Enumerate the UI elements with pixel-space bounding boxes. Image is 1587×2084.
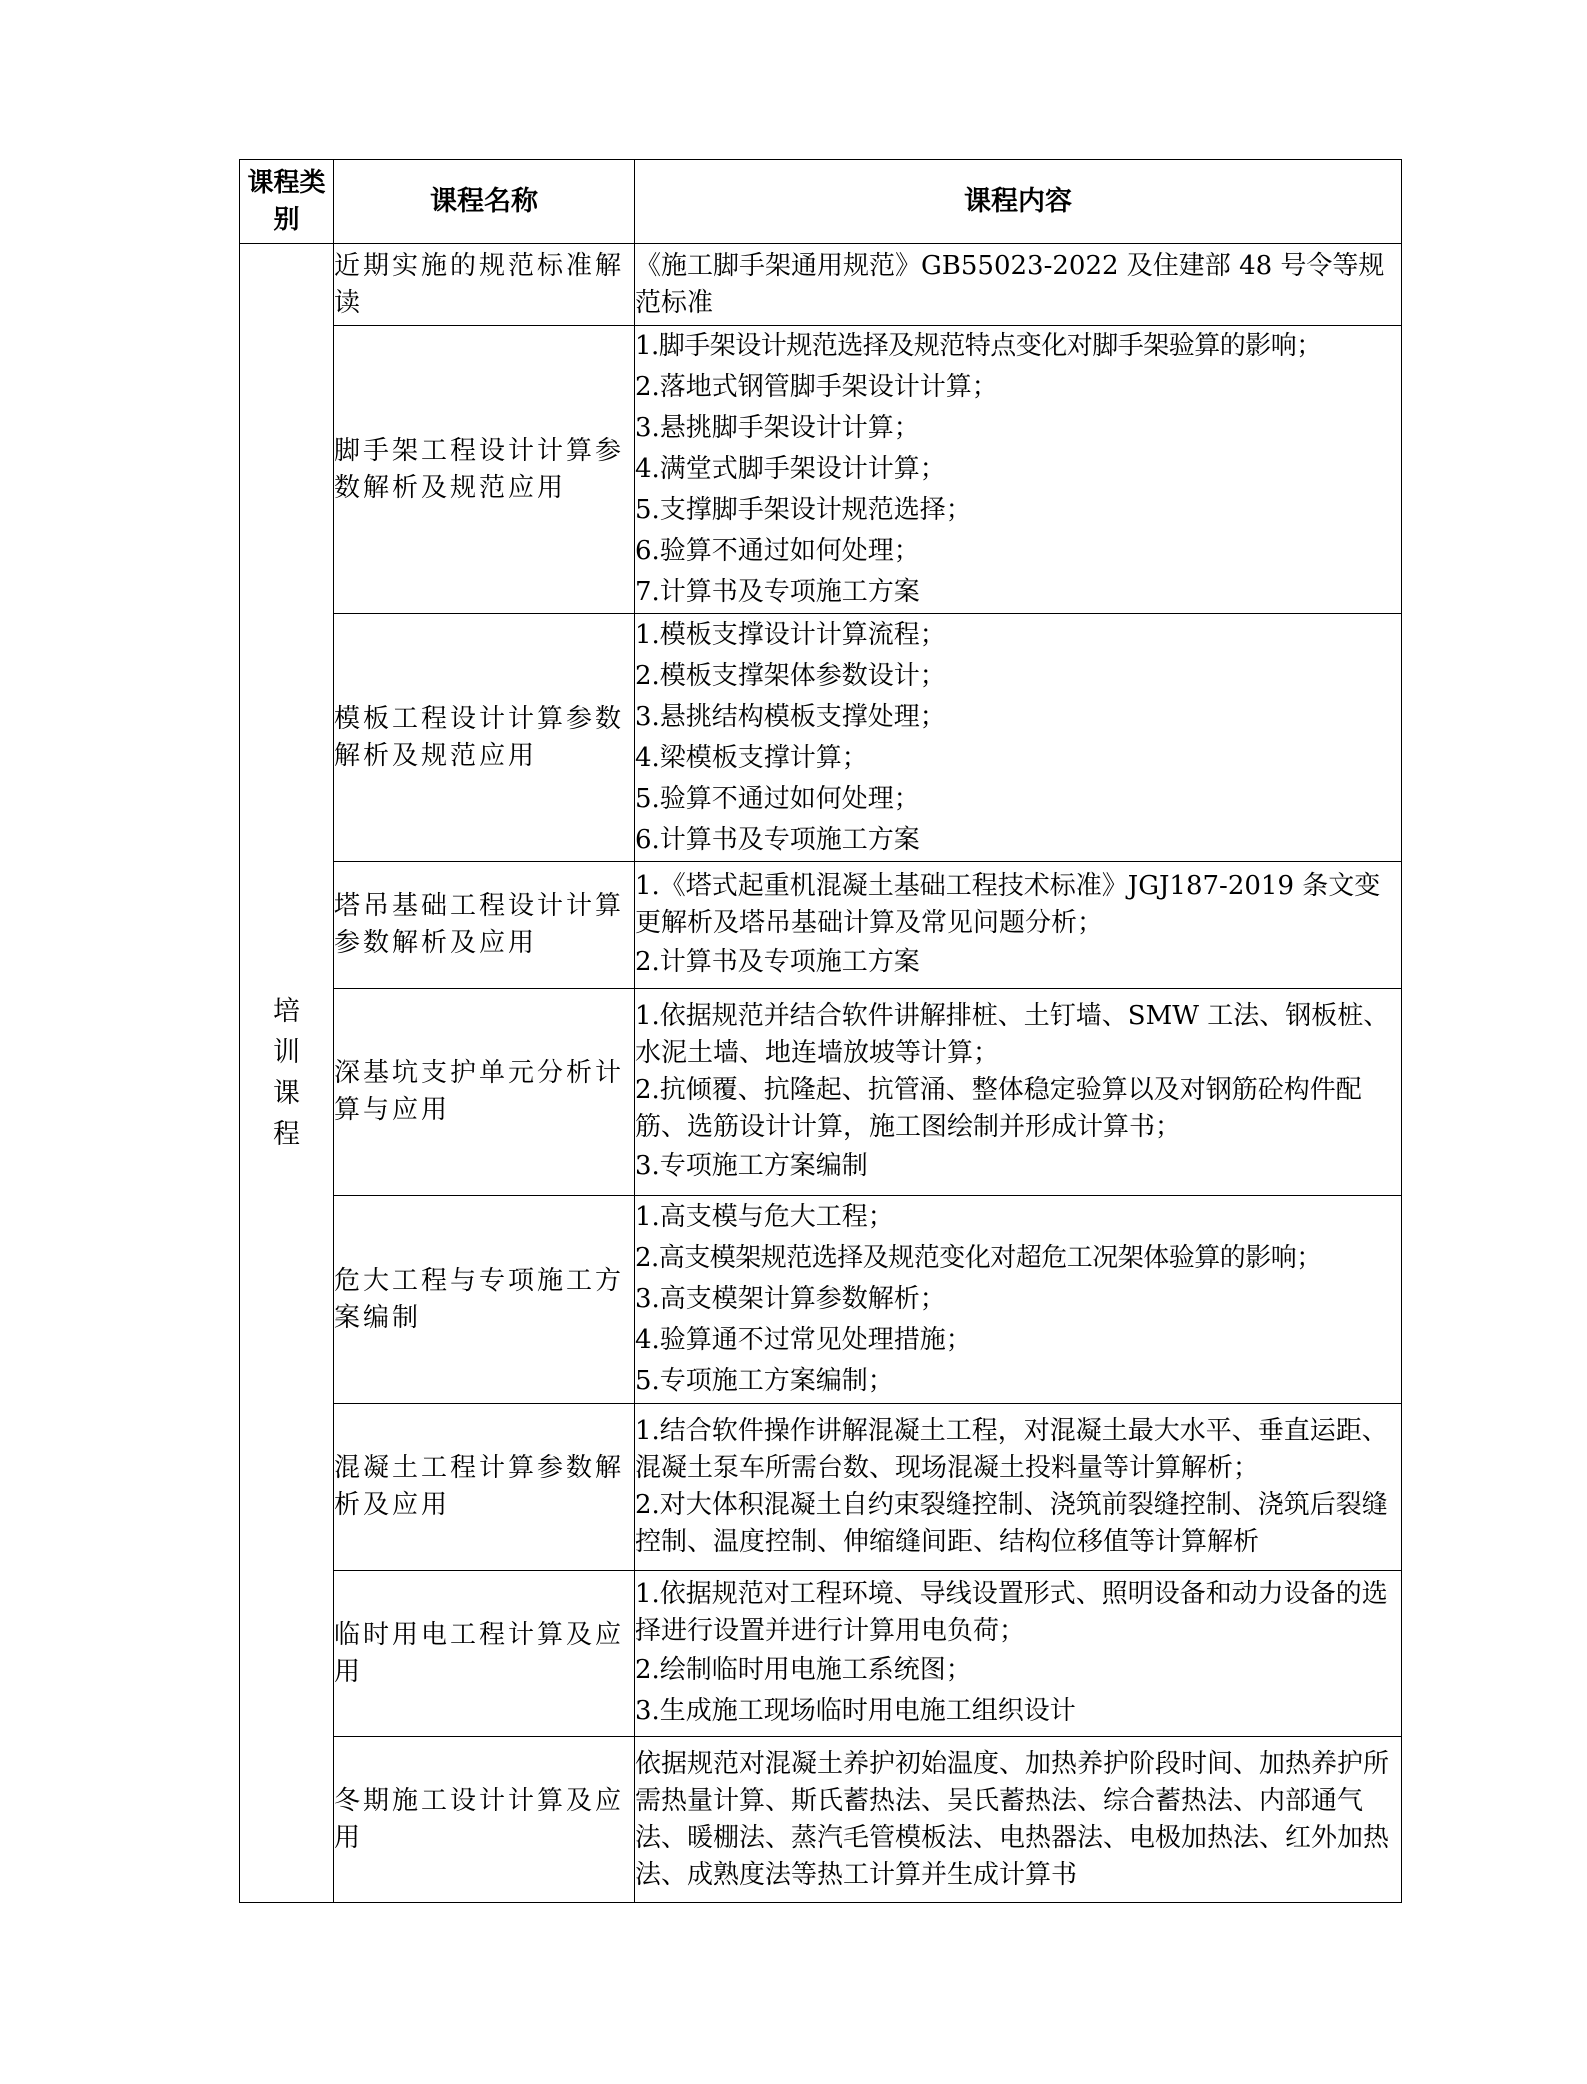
table-row: [240, 1737, 1402, 1903]
course-name: 深基坑支护单元分析计算与应用: [334, 989, 635, 1196]
table-row: [240, 1404, 1402, 1571]
content-item: 《施工脚手架通用规范》GB55023-2022 及住建部 48 号令等规范标准: [635, 250, 1385, 318]
content-item: 3.悬挑结构模板支撑处理；: [635, 701, 946, 732]
content-item: 3.高支模架计算参数解析；: [635, 1284, 946, 1314]
content-item: 2.对大体积混凝土自约束裂缝控制、浇筑前裂缝控制、浇筑后裂缝控制、温度控制、伸缩缝间距、结构位移值等计算解析: [635, 1490, 1388, 1557]
content-item: 4.梁模板支撑计算；: [635, 742, 868, 773]
course-table: [239, 159, 1402, 1903]
course-content: [635, 1571, 1402, 1737]
header-category: 课程类别: [240, 160, 334, 244]
content-item: 2.落地式钢管脚手架设计计算；: [635, 372, 998, 402]
course-content: [635, 1196, 1402, 1404]
table-row: [240, 244, 1402, 326]
content-item: 5.验算不通过如何处理；: [635, 783, 920, 814]
content-item: 5.专项施工方案编制；: [635, 1366, 894, 1396]
content-item: 7.计算书及专项施工方案: [635, 577, 920, 607]
course-content: [635, 326, 1402, 614]
content-item: 2.绘制临时用电施工系统图；: [635, 1654, 972, 1685]
course-name: 近期实施的规范标准解读: [334, 244, 635, 326]
content-item: 2.模板支撑架体参数设计；: [635, 660, 946, 691]
content-item: 6.计算书及专项施工方案: [635, 824, 920, 855]
table-row: [240, 989, 1402, 1196]
content-item: 3.生成施工现场临时用电施工组织设计: [635, 1695, 1076, 1726]
content-item: 1.高支模与危大工程；: [635, 1202, 894, 1232]
course-name: 塔吊基础工程设计计算参数解析及应用: [334, 862, 635, 989]
content-item: 1.结合软件操作讲解混凝土工程，对混凝土最大水平、垂直运距、混凝土泵车所需台数、现场混凝土投料量等计算解析；: [635, 1416, 1388, 1483]
course-content: [635, 1404, 1402, 1571]
content-item: 依据规范对混凝土养护初始温度、加热养护阶段时间、加热养护所需热量计算、斯氏蓄热法、吴氏蓄热法、综合蓄热法、内部通气法、暖棚法、蒸汽毛管模板法、电热器法、电极加热法、红外加热法、成熟度法等热工计算并生成计算书: [635, 1748, 1390, 1890]
course-name: 冬期施工设计计算及应用: [334, 1737, 635, 1903]
category-cell: [240, 244, 334, 1903]
course-name: 模板工程设计计算参数解析及规范应用: [334, 614, 635, 862]
content-item: 3.悬挑脚手架设计计算；: [635, 413, 920, 443]
course-name: 混凝土工程计算参数解析及应用: [334, 1404, 635, 1571]
content-item: 2.计算书及专项施工方案: [635, 946, 920, 977]
content-item: 1.《塔式起重机混凝土基础工程技术标准》JGJ187-2019 条文变更解析及塔吊基础计算及常见问题分析；: [635, 870, 1381, 938]
content-item: 5.支撑脚手架设计规范选择；: [635, 495, 972, 525]
category-label: 培训课程: [272, 996, 300, 1150]
table-row: [240, 326, 1402, 614]
course-content: [635, 614, 1402, 862]
course-name: 临时用电工程计算及应用: [334, 1571, 635, 1737]
course-content: [635, 244, 1402, 326]
table-row: [240, 1196, 1402, 1404]
content-item: 2.抗倾覆、抗隆起、抗管涌、整体稳定验算以及对钢筋砼构件配筋、选筋设计计算，施工图绘制并形成计算书；: [635, 1074, 1362, 1142]
content-item: 1.脚手架设计规范选择及规范特点变化对脚手架验算的影响；: [635, 331, 1322, 361]
course-content: [635, 1737, 1402, 1903]
course-name: 脚手架工程设计计算参数解析及规范应用: [334, 326, 635, 614]
course-name: 危大工程与专项施工方案编制: [334, 1196, 635, 1404]
header-course-name: 课程名称: [334, 160, 635, 244]
course-content: [635, 989, 1402, 1196]
header-course-content: 课程内容: [635, 160, 1402, 244]
content-item: 6.验算不通过如何处理；: [635, 536, 920, 566]
content-item: 1.模板支撑设计计算流程；: [635, 619, 946, 650]
content-item: 3.专项施工方案编制: [635, 1150, 868, 1181]
content-item: 4.验算通不过常见处理措施；: [635, 1325, 972, 1355]
table-row: [240, 1571, 1402, 1737]
content-item: 1.依据规范对工程环境、导线设置形式、照明设备和动力设备的选择进行设置并进行计算用电负荷；: [635, 1578, 1388, 1646]
table-row: [240, 862, 1402, 989]
content-item: 2.高支模架规范选择及规范变化对超危工况架体验算的影响；: [635, 1243, 1322, 1273]
table-row: [240, 614, 1402, 862]
course-content: [635, 862, 1402, 989]
content-item: 1.依据规范并结合软件讲解排桩、土钉墙、SMW 工法、钢板桩、水泥土墙、地连墙放坡等计算；: [635, 1000, 1390, 1068]
table-header-row: [240, 160, 1402, 244]
content-item: 4.满堂式脚手架设计计算；: [635, 454, 946, 484]
